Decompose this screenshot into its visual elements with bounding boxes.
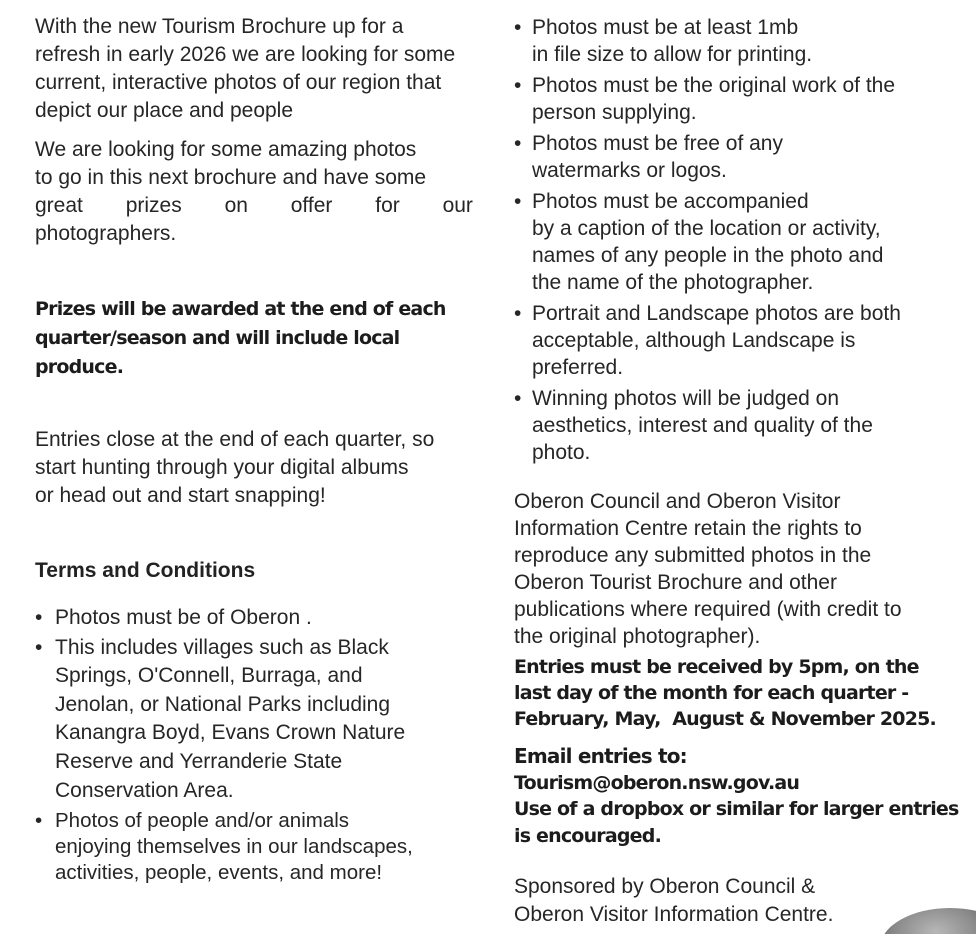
- bullet-icon: •: [514, 132, 522, 155]
- looking-line: We are looking for some amazing photos: [35, 138, 417, 161]
- rights-line: Oberon Tourist Brochure and other: [514, 571, 837, 594]
- rights-line: publications where required (with credit to: [514, 598, 902, 621]
- looking-line: photographers.: [35, 222, 177, 245]
- list-item-line: person supplying.: [532, 101, 697, 124]
- deadline-line: February, May, August & November 2025.: [514, 708, 936, 730]
- list-item: [35, 634, 475, 806]
- list-item-line: names of any people in the photo and: [532, 244, 884, 267]
- list-item: [514, 72, 964, 126]
- terms-list-right: [514, 14, 964, 470]
- entries-line: Entries close at the end of each quarter, so: [35, 428, 435, 451]
- list-item-line: Jenolan, or National Parks including: [55, 692, 391, 716]
- looking-line-justified: [35, 192, 473, 220]
- list-item-line: preferred.: [532, 356, 624, 379]
- list-item-line: acceptable, although Landscape is: [532, 329, 856, 352]
- list-item: [35, 604, 475, 633]
- rights-line: Oberon Council and Oberon Visitor: [514, 490, 841, 513]
- prizes-line: quarter/season and will include local: [35, 327, 400, 349]
- deadline-paragraph: [514, 654, 964, 732]
- list-item-line: Portrait and Landscape photos are both: [532, 302, 901, 325]
- bullet-icon: •: [514, 74, 522, 97]
- list-item-line: enjoying themselves in our landscapes,: [55, 835, 413, 859]
- list-item: [514, 385, 964, 466]
- list-item-line: Photos of people and/or animals: [55, 809, 350, 833]
- bullet-icon: •: [35, 635, 43, 659]
- email-address[interactable]: Tourism@oberon.nsw.gov.au: [514, 771, 800, 794]
- justified-word: on: [224, 194, 248, 217]
- rights-line: Information Centre retain the rights to: [514, 517, 862, 540]
- sponsor-line: Sponsored by Oberon Council &: [514, 875, 816, 898]
- list-item: [514, 130, 964, 184]
- list-item-line: Kanangra Boyd, Evans Crown Nature: [55, 721, 406, 745]
- terms-list-left: [35, 604, 475, 886]
- list-item-line: Reserve and Yerranderie State: [55, 749, 343, 773]
- terms-heading: Terms and Conditions: [35, 559, 256, 582]
- list-item-line: aesthetics, interest and quality of the: [532, 414, 873, 437]
- prizes-line: Prizes will be awarded at the end of each: [35, 298, 446, 320]
- list-item-line: photo.: [532, 441, 591, 464]
- dropbox-line: Use of a dropbox or similar for larger entries: [514, 798, 959, 820]
- looking-line: to go in this next brochure and have some: [35, 166, 427, 189]
- list-item-line: activities, people, events, and more!: [55, 861, 383, 885]
- entries-line: start hunting through your digital albums: [35, 456, 409, 479]
- intro-line: depict our place and people: [35, 99, 294, 122]
- bullet-icon: •: [514, 190, 522, 213]
- list-item-line: in file size to allow for printing.: [532, 43, 813, 66]
- bullet-icon: •: [35, 606, 43, 629]
- rights-line: the original photographer).: [514, 625, 761, 648]
- justified-word: our: [442, 194, 473, 217]
- prizes-paragraph: [35, 295, 455, 382]
- list-item-line: Photos must be of Oberon .: [55, 606, 312, 629]
- justified-word: offer: [290, 194, 333, 217]
- rights-paragraph: [514, 488, 964, 650]
- list-item-line: Photos must be the original work of the: [532, 74, 896, 97]
- entries-paragraph: [35, 426, 475, 510]
- bullet-icon: •: [514, 387, 522, 410]
- list-item-line: This includes villages such as Black: [55, 635, 389, 659]
- list-item: [514, 14, 964, 68]
- intro-line: current, interactive photos of our region that: [35, 71, 442, 94]
- list-item: [514, 300, 964, 381]
- list-item-line: Springs, O'Connell, Burraga, and: [55, 664, 363, 688]
- list-item-line: Photos must be accompanied: [532, 190, 809, 213]
- list-item-line: Conservation Area.: [55, 778, 234, 802]
- entries-line: or head out and start snapping!: [35, 484, 326, 507]
- list-item-line: Photos must be free of any: [532, 132, 783, 155]
- list-item-line: Photos must be at least 1mb: [532, 16, 799, 39]
- intro-paragraph: [35, 13, 475, 125]
- intro-line: With the new Tourism Brochure up for a: [35, 15, 404, 38]
- list-item: [514, 188, 964, 296]
- justified-word: great: [35, 194, 83, 217]
- email-label: Email entries to:: [514, 744, 687, 768]
- deadline-line: last day of the month for each quarter -: [514, 682, 909, 704]
- email-block: [514, 743, 964, 849]
- bullet-icon: •: [514, 16, 522, 39]
- rights-line: reproduce any submitted photos in the: [514, 544, 872, 567]
- list-item-line: watermarks or logos.: [532, 159, 727, 182]
- list-item-line: the name of the photographer.: [532, 271, 814, 294]
- bullet-icon: •: [35, 809, 43, 833]
- list-item-line: by a caption of the location or activity,: [532, 217, 881, 240]
- sponsor-line: Oberon Visitor Information Centre.: [514, 903, 834, 926]
- dropbox-line: is encouraged.: [514, 824, 661, 847]
- justified-word: prizes: [125, 194, 182, 217]
- list-item: [35, 808, 475, 886]
- justified-word: for: [375, 194, 400, 217]
- looking-paragraph: [35, 136, 473, 248]
- list-item-line: Winning photos will be judged on: [532, 387, 840, 410]
- prizes-line: produce.: [35, 356, 124, 378]
- deadline-line: Entries must be received by 5pm, on the: [514, 656, 919, 678]
- bullet-icon: •: [514, 302, 522, 325]
- intro-line: refresh in early 2026 we are looking for some: [35, 43, 456, 66]
